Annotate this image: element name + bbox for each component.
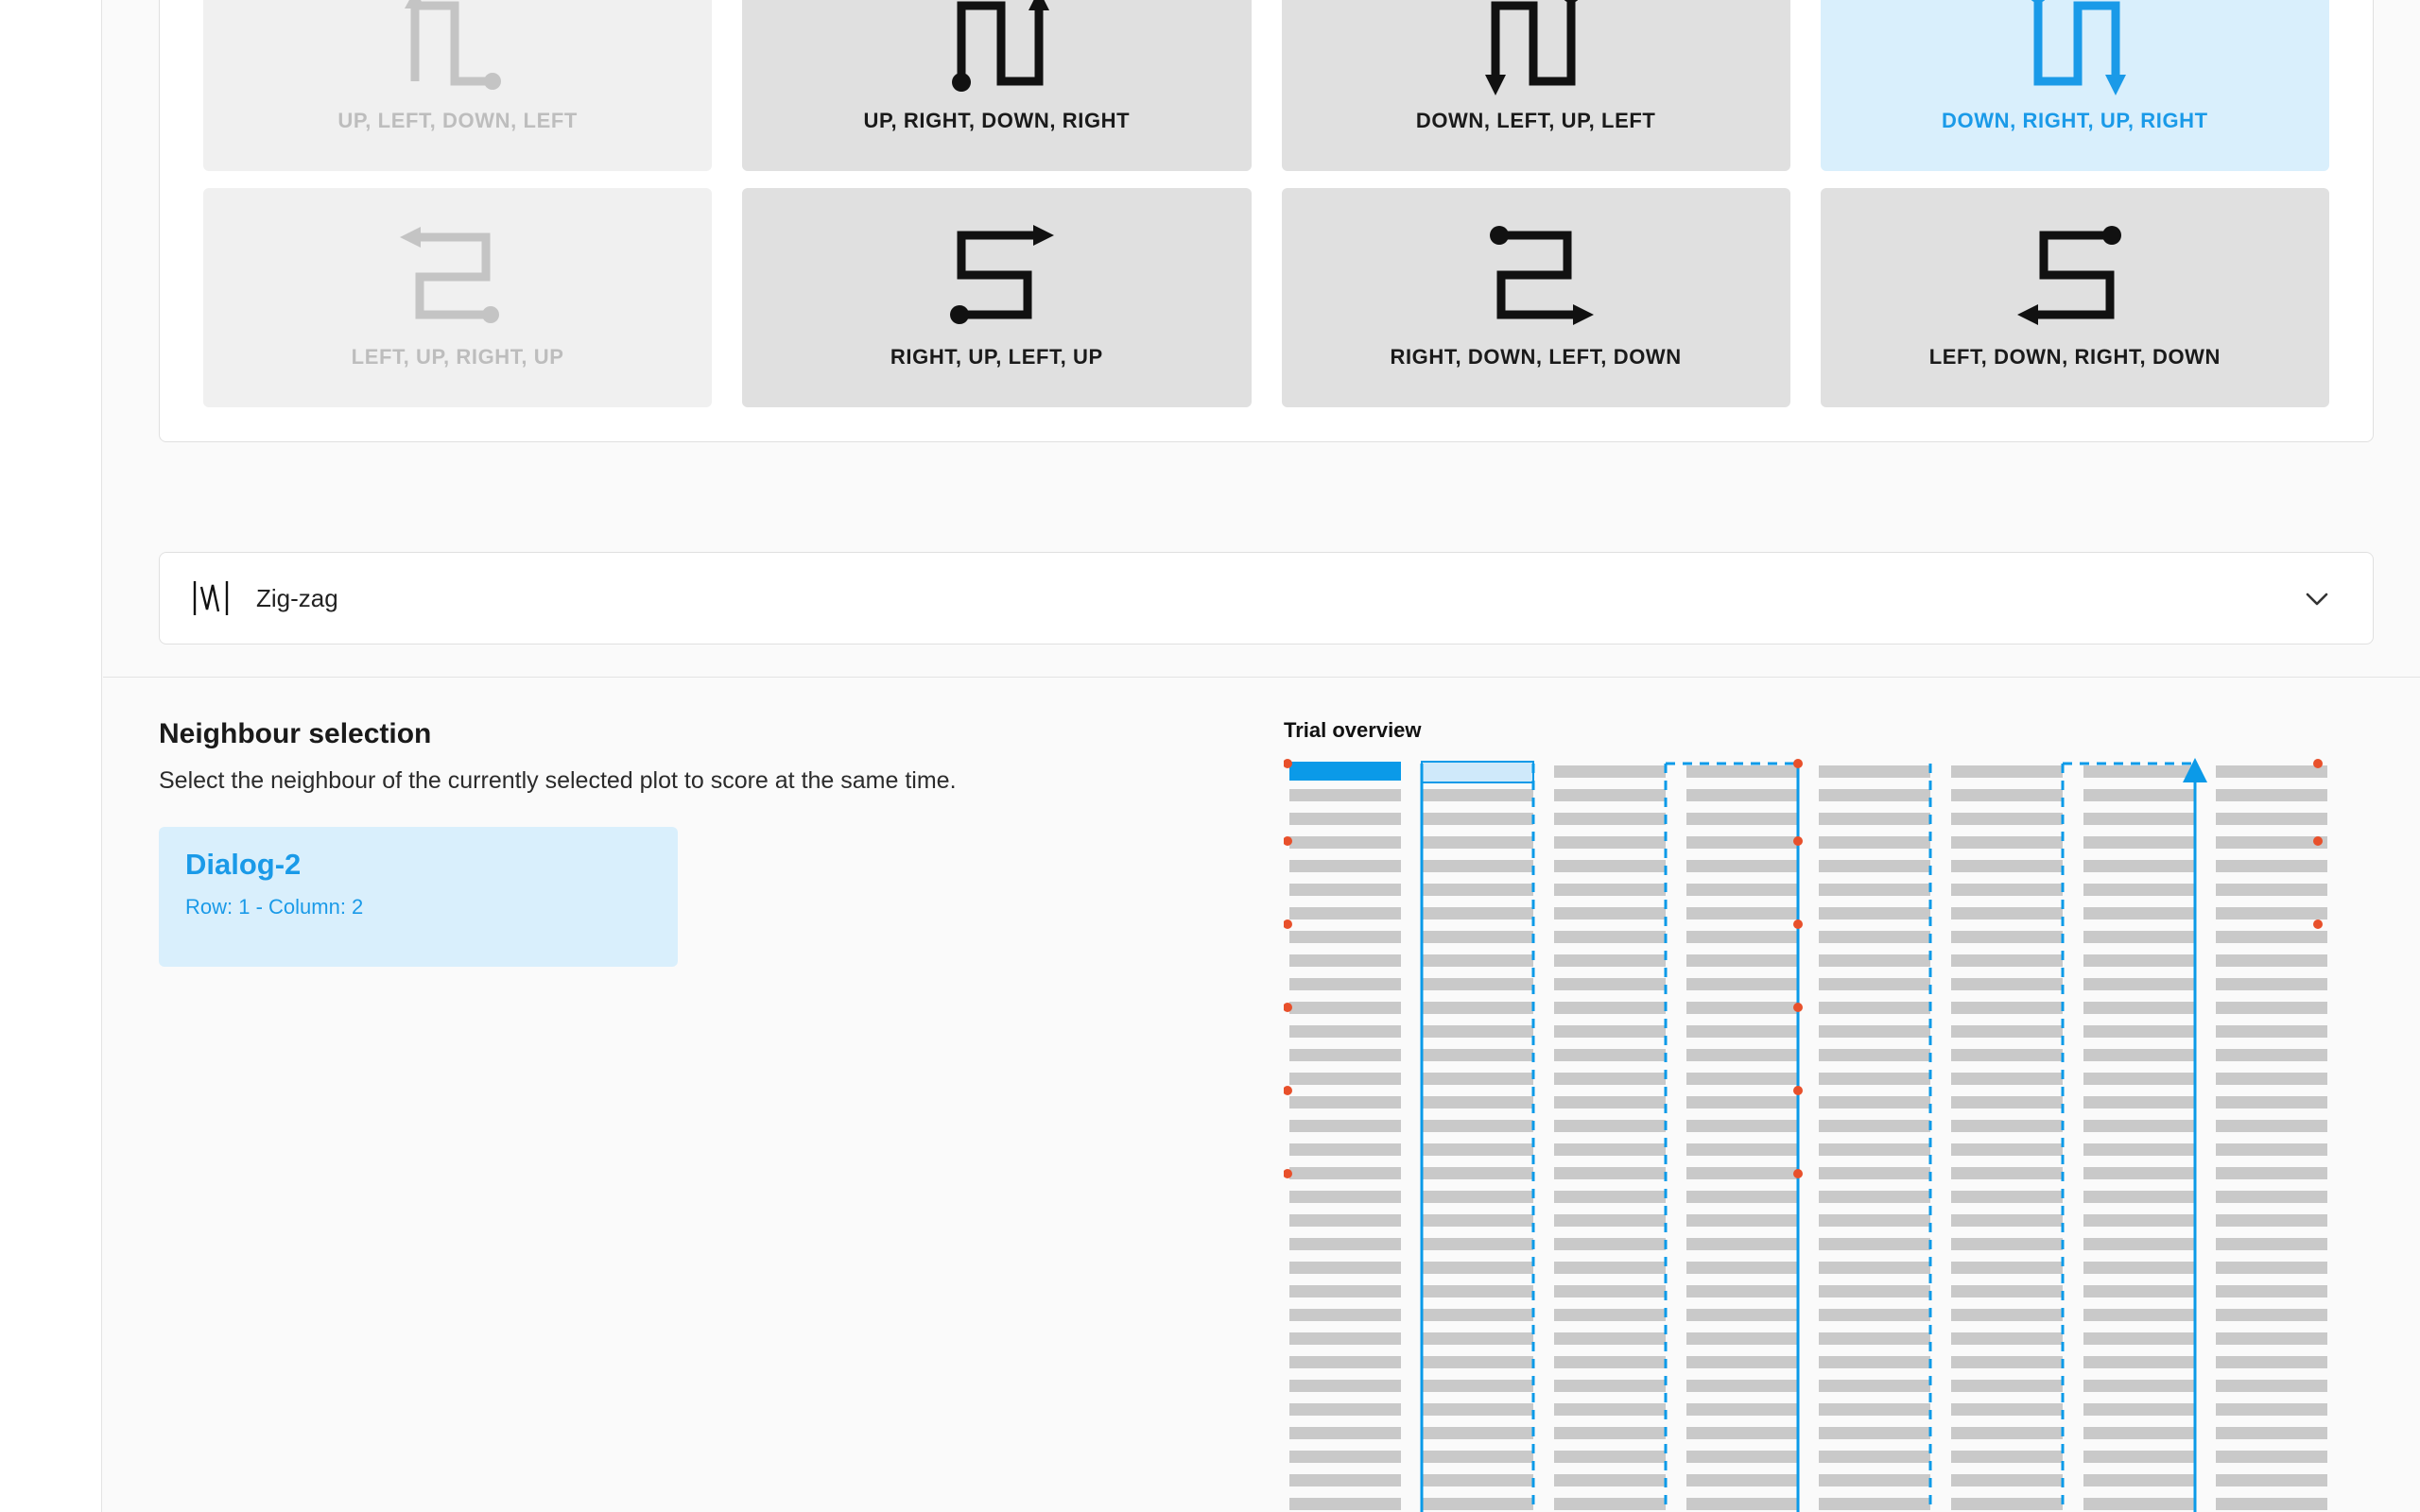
- zigzag-icon: [192, 577, 230, 619]
- pattern-option-label: RIGHT, UP, LEFT, UP: [890, 345, 1103, 369]
- pattern-option-label: RIGHT, DOWN, LEFT, DOWN: [1390, 345, 1682, 369]
- pattern-option-up-left-down-left[interactable]: [203, 0, 712, 171]
- pattern-option-left-down-right-down[interactable]: [1821, 188, 2329, 407]
- trial-overview-title: Trial overview: [1284, 718, 1422, 742]
- neighbour-card-dialog-2[interactable]: [159, 827, 678, 967]
- arrow-head: [405, 0, 425, 9]
- trial-rows: [1289, 765, 2327, 1512]
- pattern-right-down-left-down-icon: [1465, 209, 1607, 341]
- pattern-option-up-right-down-right[interactable]: [742, 0, 1251, 171]
- pattern-up-left-down-left-icon: [387, 0, 528, 105]
- start-dot: [484, 73, 501, 90]
- pattern-down-right-up-right-icon: [2004, 0, 2146, 105]
- pattern-option-label: DOWN, RIGHT, UP, RIGHT: [1942, 109, 2208, 132]
- pattern-right-up-left-up-icon: [925, 209, 1067, 341]
- pattern-option-label: UP, RIGHT, DOWN, RIGHT: [863, 109, 1131, 132]
- arrow-head: [2017, 304, 2038, 325]
- trial-selected-cell[interactable]: [1289, 762, 1401, 781]
- pattern-option-right-up-left-up[interactable]: [742, 188, 1251, 407]
- trial-neighbour-cell[interactable]: [1422, 762, 1533, 782]
- pattern-panel: [159, 0, 2374, 442]
- neighbour-card-position: Row: 1 - Column: 2: [185, 895, 364, 919]
- pattern-option-down-right-up-right[interactable]: [1821, 0, 2329, 171]
- chevron-down-icon[interactable]: [2301, 582, 2333, 614]
- pattern-option-label: LEFT, DOWN, RIGHT, DOWN: [1928, 345, 2221, 369]
- arrow-head: [1028, 0, 1049, 10]
- pattern-left-up-right-up-icon: [387, 209, 528, 341]
- start-dot: [1562, 0, 1581, 3]
- neighbour-card-name: Dialog-2: [185, 848, 302, 881]
- pattern-option-label: LEFT, UP, RIGHT, UP: [351, 345, 564, 369]
- accordion-zigzag[interactable]: [159, 552, 2374, 644]
- start-dot: [952, 73, 971, 92]
- start-dot: [2029, 0, 2048, 3]
- neighbour-selection-section: [159, 718, 1274, 967]
- arrow-head: [1485, 75, 1506, 95]
- arrow-head: [1573, 304, 1594, 325]
- pattern-option-label: UP, LEFT, DOWN, LEFT: [337, 109, 578, 132]
- arrow-head: [1033, 225, 1054, 246]
- pattern-option-down-left-up-left[interactable]: [1282, 0, 1790, 171]
- pattern-option-label: DOWN, LEFT, UP, LEFT: [1415, 109, 1656, 132]
- trial-overview-canvas[interactable]: [1284, 758, 2413, 1512]
- arrow-head: [2105, 75, 2126, 95]
- start-dot: [1490, 226, 1509, 245]
- trial-overview-diagram[interactable]: [1284, 758, 2413, 1512]
- arrow-head: [400, 227, 421, 248]
- trial-overview-section: [1284, 718, 2420, 1512]
- start-dot: [950, 305, 969, 324]
- pattern-option-left-up-right-up[interactable]: [203, 188, 712, 407]
- left-rail: [0, 0, 102, 1512]
- accordion-title: Zig-zag: [256, 583, 338, 612]
- pattern-down-left-up-left-icon: [1465, 0, 1607, 105]
- pattern-grid: [203, 0, 2329, 407]
- pattern-up-right-down-right-icon: [925, 0, 1067, 105]
- start-dot: [2102, 226, 2121, 245]
- section-divider: [103, 677, 2420, 678]
- trial-scan-path: [1422, 764, 2195, 1512]
- pattern-option-right-down-left-down[interactable]: [1282, 188, 1790, 407]
- start-dot: [482, 306, 499, 323]
- pattern-left-down-right-down-icon: [2004, 209, 2146, 341]
- neighbour-selection-title: Neighbour selection: [159, 718, 432, 749]
- neighbour-selection-description: Select the neighbour of the currently selected plot to score at the same time.: [159, 767, 957, 794]
